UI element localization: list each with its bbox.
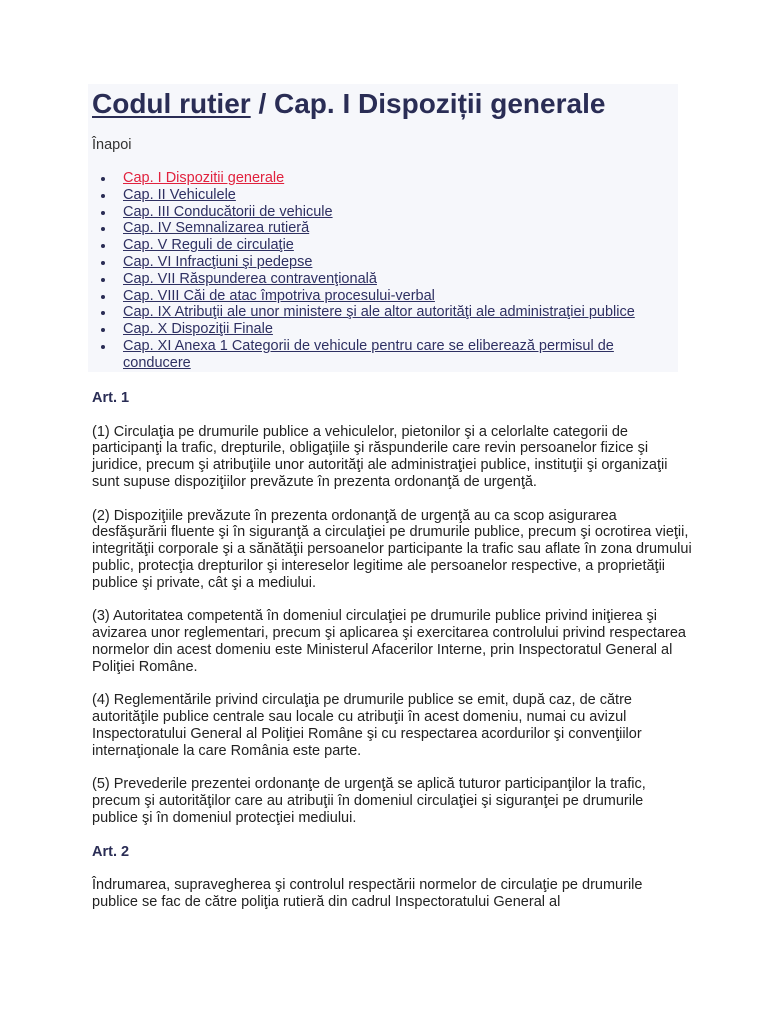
chapter-list — [100, 170, 678, 372]
chapter-link-6[interactable]: Cap. VI Infracţiuni şi pedepse — [123, 253, 313, 270]
chapter-item — [100, 204, 678, 221]
chapter-link-8[interactable]: Cap. VIII Căi de atac împotriva procesului-verbal — [123, 287, 435, 304]
back-link[interactable]: Înapoi — [92, 137, 132, 153]
article-1-paragraph-3: (3) Autoritatea competentă în domeniul circulaţiei pe drumurile publice privind iniţierea şi avizarea unor reglementari, precum şi aplicarea şi exercitarea controlului privind respectarea normelor din acest domeniu este Ministerul Afacerilor Interne, prin Inspectoratul General al Poliţiei Române. — [92, 608, 686, 675]
article-1-paragraph-1: (1) Circulaţia pe drumurile publice a vehiculelor, pietonilor şi a celorlalte categorii de participanţi la trafic, drepturile, obligaţiile şi răspunderile care revin persoanelor fizice şi juridice, precum şi atribuţiile unor autorităţi ale administraţiei publice, instituţii şi organizaţii sunt supuse dispoziţiilor prevăzute în prezenta ordonanţă de urgenţă. — [92, 423, 668, 490]
article-2-heading: Art. 2 — [92, 843, 130, 860]
chapter-item — [100, 271, 678, 288]
chapter-item — [100, 338, 678, 372]
chapter-item — [100, 321, 678, 338]
chapter-item — [100, 288, 678, 305]
chapter-link-1[interactable]: Cap. I Dispozitii generale — [123, 170, 285, 186]
article-1-paragraph-2: (2) Dispoziţiile prevăzute în prezenta ordonanţă de urgenţă au ca scop asigurarea desfăşurării fluente şi în siguranţă a circulaţiei pe drumurile publice, precum şi ocrotirea vieţii, integrităţii corporale şi a sănătăţii persoanelor participante la trafic sau aflate în zona drumului public, protecţia drepturilor şi intereselor legitime ale persoanelor respective, a proprietăţii publice şi private, cât şi a mediului. — [92, 507, 692, 591]
chapter-item — [100, 170, 678, 187]
chapter-link-2[interactable]: Cap. II Vehiculele — [123, 186, 236, 203]
article-2-paragraph-1: Îndrumarea, supravegherea şi controlul respectării normelor de circulaţie pe drumurile publice se fac de către poliţia rutieră din cadrul Inspectoratului General al — [92, 877, 643, 910]
page-title — [92, 84, 605, 124]
chapter-link-10[interactable]: Cap. X Dispoziţii Finale — [123, 321, 273, 338]
chapter-item — [100, 304, 678, 321]
article-content — [92, 390, 692, 911]
chapter-item — [100, 220, 678, 237]
chapter-item — [100, 254, 678, 271]
article-1-paragraph-4: (4) Reglementările privind circulaţia pe drumurile publice se emit, după caz, de către autorităţile publice centrale sau locale cu atribuţii în acest domeniu, numai cu avizul Inspectoratului General al Poliţiei Române şi cu respectarea acordurilor şi convenţiilor internaţionale la care România este parte. — [92, 692, 642, 759]
chapter-link-11[interactable]: Cap. XI Anexa 1 Categorii de vehicule pentru care se eliberează permisul de conducere — [123, 337, 614, 371]
page-title-chapter: / Cap. I Dispoziții generale — [250, 88, 606, 119]
article-1-paragraph-5: (5) Prevederile prezentei ordonanţe de urgenţă se aplică tuturor participanţilor la trafic, precum şi autorităţilor care au atribuţii în domeniul circulaţiei şi siguranţei pe drumurile publice şi în domeniul protecţiei mediului. — [92, 776, 646, 826]
chapter-link-3[interactable]: Cap. III Conducătorii de vehicule — [123, 203, 333, 220]
chapter-link-7[interactable]: Cap. VII Răspunderea contravenţională — [123, 270, 377, 287]
chapter-item — [100, 187, 678, 204]
codul-rutier-link[interactable]: Codul rutier — [92, 88, 251, 119]
chapter-link-4[interactable]: Cap. IV Semnalizarea rutieră — [123, 220, 310, 237]
chapter-link-9[interactable]: Cap. IX Atribuţii ale unor ministere şi ale altor autorităţi ale administraţiei publice — [123, 304, 635, 321]
chapter-link-5[interactable]: Cap. V Reguli de circulaţie — [123, 237, 294, 254]
article-1-heading: Art. 1 — [92, 390, 130, 406]
chapter-item — [100, 237, 678, 254]
